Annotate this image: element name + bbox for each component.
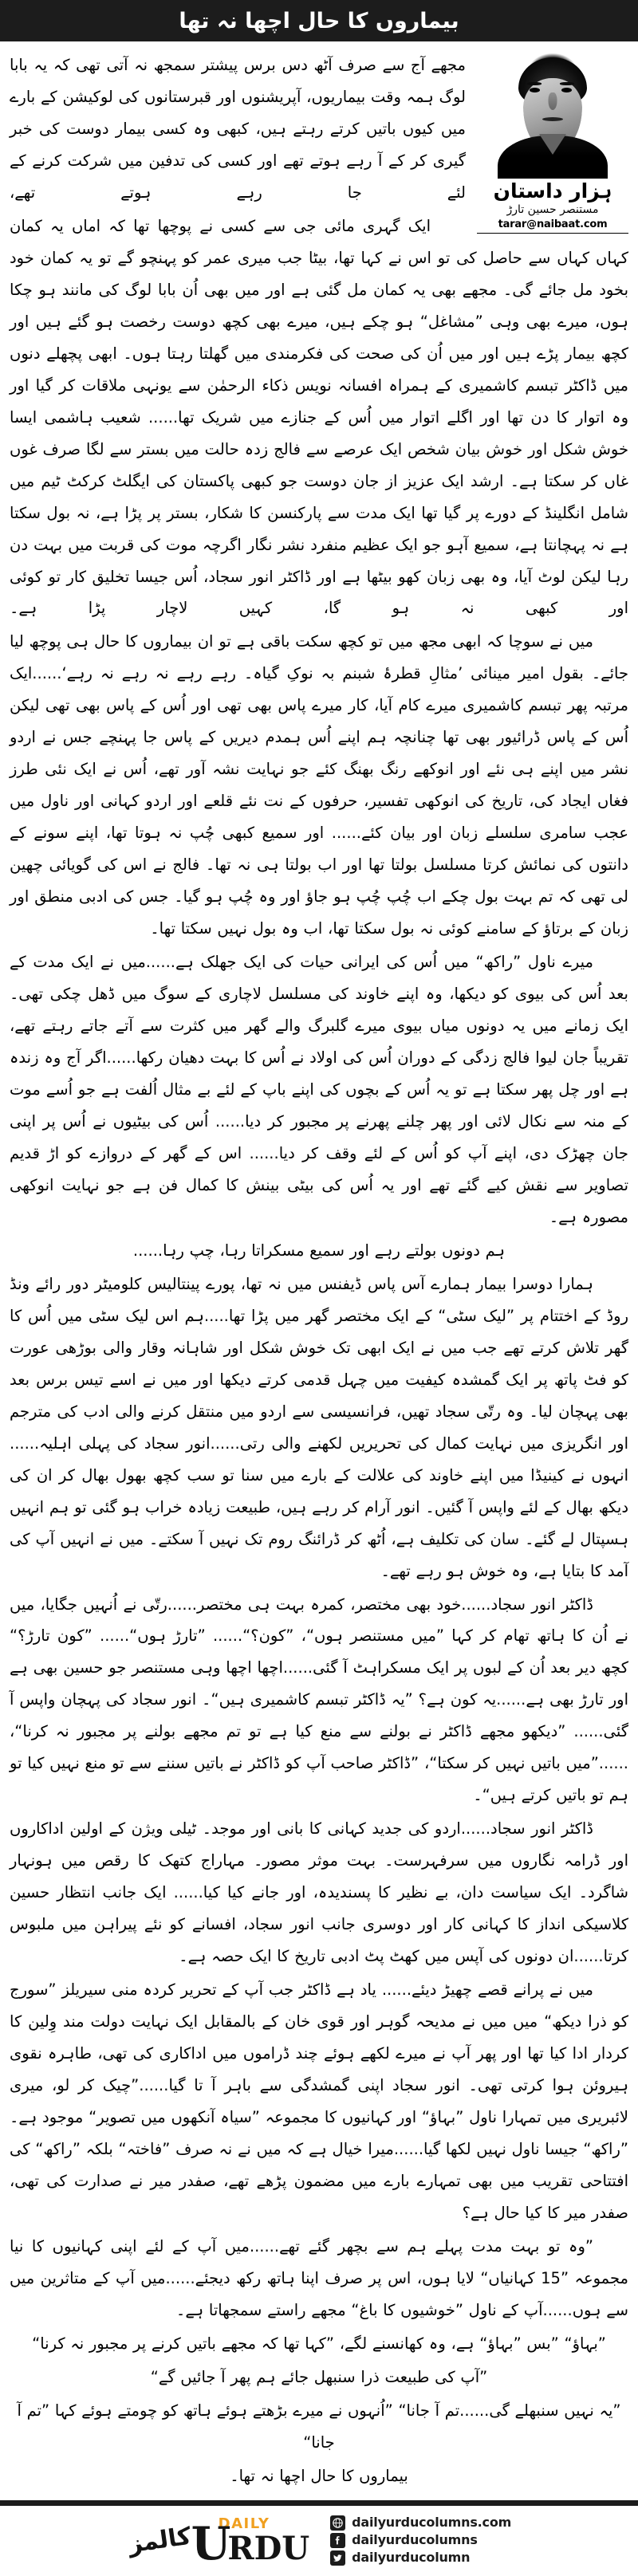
social-link-facebook[interactable] [330, 2533, 511, 2548]
logo-letters-rdu: RDU [227, 2530, 310, 2568]
portrait-mouth [542, 117, 563, 121]
author-portrait-photo [493, 51, 612, 179]
logo-wordmark [191, 2515, 310, 2571]
site-logo[interactable] [126, 2515, 310, 2571]
social-label-twitter: dailyurducolumn [352, 2550, 471, 2566]
portrait-brow-right [560, 82, 574, 85]
social-link-twitter[interactable] [330, 2550, 511, 2566]
globe-icon [330, 2515, 345, 2531]
logo-letter-u: U [191, 2517, 231, 2571]
article-paragraph: ”یہ نہیں سنبھلے گی......تم آ جانا“ ”اُنہوں نے میرے بڑھتے ہوئے ہاتھ کو چومتے ہوئے کہا ”تم آ جانا“ [17, 2401, 621, 2452]
portrait-brow-left [527, 82, 542, 85]
article-paragraph: ”وہ تو بہت مدت پہلے ہم سے بچھر گئے تھے......میں آپ کے لئے اپنی کہانیوں کا نیا مجموعہ ”15 کہانیاں“ لایا ہوں، اس پر صرف اپنا ہاتھ رکھ دیجئے......میں آپ کے متاثرین میں سے ہوں......آپ کے ناول ”خوشیوں کا باغ“ مجھے راستے سمجھاتا ہے۔ [10, 2236, 628, 2319]
article-paragraph: مجھے آج سے صرف آٹھ دس برس پیشتر سمجھ نہ آتی تھی کہ یہ بابا لوگ ہمہ وقت بیماریوں، آپریشنوں اور قبرستانوں کی لوکیشن کے بارے میں کیوں باتیں کرتے رہتے ہیں، کبھی وہ کسی بیمار دوست کی خبر گیری کر کے آ رہے ہوتے تھے اور کسی کی تدفین میں شرکت کرنے کے لئے جا رہے ہوتے تھے، [10, 56, 466, 202]
byline-block [477, 51, 628, 234]
social-link-website[interactable] [330, 2515, 511, 2531]
article-paragraph: میرے ناول ”راکھ“ میں اُس کی ایرانی حیات کی ایک جھلک ہے......میں نے ایک مدت کے بعد اُس کی بیوی کو دیکھا، وہ اپنے خاوند کی مسلسل لاچاری کے سوگ میں ڈھل چکی تھی۔ ایک زمانے میں یہ دونوں میاں بیوی میرے گلبرگ والے گھر میں کثرت سے آتے جاتے رہتے تھے، تقریباً جان لیوا فالج زدگی کے دوران اُس کی اولاد نے اُس کا بہت دھیان رکھا......اگر آج وہ زندہ ہے اور چل پھر سکتا ہے تو یہ اُس کے بچوں کی اپنے باپ کے لئے بے مثال اُلفت ہے جو اُسے موت کے منہ سے نکال لائی اور پھر چلنے پھرنے پر مجبور کر دیا...... اُس کی بیٹیوں نے اُس پر اپنی جان چھڑک دی، اپنے آپ کو اُس کے لئے وقف کر دیا...... اس کے گھر کے دروازے کو اڑ قدیم تصاویر سے نقش کیے گئے تھے اور یہ اُس کی بیٹی بینش کا کمال فن ہے جو نہایت انوکھی مصورہ ہے۔ [10, 953, 628, 1226]
footer [0, 2506, 638, 2576]
article-paragraph: ہمارا دوسرا بیمار ہمارے آس پاس ڈیفنس میں نہ تھا، پورے پینتالیس کلومیٹر دور رائے ونڈ روڈ کے اختتام پر ”لیک سٹی“ کے ایک مختصر گھر میں پڑا تھا.....ہم اس لیک سٹی میں اُس کا گھر تلاش کرتے تھے جب میں نے ایک ابھی تک خوش شکل اور شاہانہ وقار والی بوڑھی عورت کو فٹ پاتھ پر ایک گمشدہ کیفیت میں چہل قدمی کرتے دیکھا اور میں نے اسے تیس برس بعد بھی پہچان لیا۔ وہ رتّی سجاد تھیں، فرانسیسی سے اردو میں منتقل کرنے والی ادب کی مترجم اور انگریزی میں نہایت کمال کی تحریریں لکھنے والی رتی......انور سجاد کی پہلی اہلیہ...... انہوں نے کینیڈا میں اپنے خاوند کی علالت کے بارے میں سنا تو سب کچھ بھول بھال کر ان کی دیکھ بھال کے لئے واپس آ گئیں۔ انور آرام کر رہے ہیں، طبیعت زیادہ خراب ہو گئی تو ہم انہیں ہسپتال لے گئے۔ سان کی تکلیف ہے، اُٹھ کر ڈرائنگ روم تک نہیں آ سکتے۔ میں نے انہیں آپ کی آمد کا بتایا ہے، وہ خوش ہو رہے تھے۔ [10, 1274, 628, 1580]
footer-divider [0, 2500, 638, 2506]
article-paragraph: ”آپ کی طبیعت ذرا سنبھل جائے ہم پھر آ جائیں گے“ [150, 2367, 488, 2386]
author-email[interactable]: tarar@naibaat.com [498, 218, 608, 231]
portrait-nose [549, 92, 557, 110]
facebook-icon [330, 2533, 345, 2548]
article-paragraph: میں نے پرانے قصے چھیڑ دیئے...... یاد ہے ڈاکٹر جب آپ کے تحریر کردہ منی سیریلز ”سورج کو ذرا دیکھ“ میں میں نے مدیحہ گوہر اور قوی خان کے بالمقابل ایک نہایت دولت مند وِلین کا کردار ادا کیا تھا اور پھر آپ نے میرے لکھے ہوئے چند ڈراموں میں اداکاری کی تھی، طاہرہ نقوی ہیروئن ہوا کرتی تھی۔ انور سجاد اپنی گمشدگی سے باہر آ تا گیا......”چیک کر لو، میری لائبریری میں تمہارا ناول ”بہاؤ“ اور کہانیوں کا مجموعہ ”سیاہ آنکھوں میں تصویر“ موجود ہے۔ ”راکھ“ جیسا ناول نہیں لکھا گیا......میرا خیال ہے کہ میں نے نہ صرف ”فاختہ“ بلکہ ”راکھ“ کی افتتاحی تقریب میں بھی تمہارے بارے میں مضمون پڑھے تھے، صفدر میر نے صدارت کی تھی، صفدر میر کا کیا حال ہے؟ [10, 1980, 628, 2222]
portrait-eye-left [530, 88, 540, 92]
social-label-facebook: dailyurducolumns [352, 2532, 478, 2548]
article-paragraph: ڈاکٹر انور سجاد......اردو کی جدید کہانی کا بانی اور موجد۔ ٹیلی ویژن کے اولین اداکاروں اور ڈرامہ نگاروں میں سرفہرست۔ بہت موثر مصور۔ مہاراج کتھک کا رقص میں ہونہار شاگرد۔ ایک سیاست دان، بے نظیر کا پسندیدہ، اور جانے کیا کیا...... ایک جانب انتظار حسین کلاسیکی انداز کا کہانی کار اور دوسری جانب انور سجاد، افسانے کو نئے پیراہن میں ملبوس کرتا......ان دونوں کی آپس میں کھٹ پٹ ادبی تاریخ کا ایک حصہ ہے۔ [10, 1819, 628, 1966]
author-name: مستنصر حسین تارڑ [506, 203, 599, 216]
article-paragraph: میں نے سوچا کہ ابھی مجھ میں تو کچھ سکت باقی ہے تو ان بیماروں کا حال ہی پوچھ لیا جائے۔ بقول امیر مینائی ’مثالِ قطرۂ شبنم بہ نوکِ گیاہ۔ رہے رہے نہ رہے نہ رہے‘......ایک مرتبہ پھر تبسم کاشمیری میرے کام آیا، کار میرے پاس بھی تھی اور اُس کے پاس بھی تھی لیکن اُس کے پاس ڈرائیور بھی تھا چنانچہ ہم اپنے اُس ہمدم دیریں کے پاس جا پہنچے جس نے اردو نشر میں اپنے ہی نئے اور انوکھے رنگ بھنگ کئے جو نہایت نشہ آور تھے، اُس نے ایک نئی طرز فغاں ایجاد کی، تاریخ کی انوکھی تفسیر، حرفوں کے نت نئے قلعے اور اردو کہانی اور ناول میں عجب سامری سلسلے زبان اور بیان کئے...... اور سمیع کبھی چُپ نہ ہوتا تھا، اپنے سونے کے دانتوں کی نمائش کرتا مسلسل بولتا تھا اور اب بولتا ہی نہ تھا۔ فالج نے اس کی گویائی چھین لی تھی کہ تم بہت بول چکے اب چُپ چُپ ہو جاؤ اور وہ چُپ ہو گیا۔ جس کی ادبی منطق اور زبان کے برتاؤ کے سامنے کوئی نہ بول سکتا تھا، اب وہ بول نہیں سکتا تھا۔ [10, 632, 628, 938]
article-paragraph: ایک گہری مائی جی سے کسی نے پوچھا تھا کہ اماں یہ کمان کہاں کہاں سے حاصل کی تو اس نے کہا تھا، بیٹا جب میری عمر کو پہنچو گے تو یہ کمان خود بخود مل جائے گی۔ مجھے بھی یہ کمان مل گئی ہے اور میں بھی اُن بابا لوگ کی مانند ہو چکا ہوں، میرے بھی وہی ”مشاغل“ ہو چکے ہیں، میرے بھی کچھ دوست رخصت ہو گئے ہیں اور کچھ بیمار پڑے ہیں اور میں اُن کی صحت کی فکرمندی میں گھلتا رہتا ہوں۔ ابھی پچھلے دنوں میں ڈاکٹر تبسم کاشمیری کے ہمراہ افسانہ نویس ذکاء الرحمٰن سے یونہی ملاقات کر گیا اور وہ اتوار کا دن تھا اور اگلے اتوار میں اُس کے جنازے میں شریک تھا...... شعیب ہاشمی ایسا خوش شکل اور خوش بیان شخص ایک عرصے سے فالج زدہ حالت میں بستر سے لگا صرف غوں غاں کر سکتا ہے۔ ارشد ایک عزیز از جان دوست جو کبھی پاکستان کی ایگلٹ کرکٹ ٹیم میں شامل انگلینڈ کے دورے پر گیا تھا ایک مدت سے پارکنسن کا شکار، بستر پر پڑا ہے، نہ بول سکتا ہے نہ پہچانتا ہے، سمیع آہو جو ایک عظیم منفرد نشر نگار اگرچہ موت کی قربت میں بہت دن رہا لیکن لوٹ آیا، وہ بھی زبان کھو بیٹھا ہے اور ڈاکٹر انور سجاد، اُس جیسا تخلیق کار تو کوئی اور کبھی نہ ہو گا، کہیں لاچار پڑا ہے۔ [10, 216, 628, 618]
article-paragraph: ڈاکٹر انور سجاد......خود بھی مختصر، کمرہ بہت ہی مختصر......رتّی نے اُنہیں جگایا، میں نے اُن کا ہاتھ تھام کر کہا ”میں مستنصر ہوں“، ”کون؟“...... ”تارڑ ہوں“...... ”کون تارڑ؟“ کچھ دیر بعد اُن کے لبوں پر ایک مسکراہٹ آ گئی......اچھا اچھا وہی مستنصر جو حسین بھی ہے اور تارڑ بھی ہے......یہ کون ہے؟ ”یہ ڈاکٹر تبسم کاشمیری ہیں“۔ انور سجاد کی پہچان واپس آ گئی...... ”دیکھو مجھے ڈاکٹر نے بولنے سے منع کیا ہے تو تم مجھے بولنے پر مجبور نہ کرنا“، ......”میں باتیں نہیں کر سکتا“، ”ڈاکٹر صاحب آپ کو ڈاکٹر نے باتیں سننے سے تو منع نہیں کیا تو ہم تو باتیں کرتے ہیں“۔ [10, 1595, 628, 1805]
logo-kalmz-text: کالمز [126, 2522, 193, 2559]
byline-divider [477, 233, 628, 234]
social-links [330, 2515, 511, 2566]
social-label-website: dailyurducolumns.com [352, 2515, 512, 2531]
column-name: ہزار داستان [493, 179, 612, 203]
article-paragraph: ہم دونوں بولتے رہے اور سمیع مسکراتا رہا، چپ رہا...... [132, 1241, 506, 1260]
logo-daily-text: DAILY [218, 2515, 270, 2533]
article-container [0, 41, 638, 2497]
article-body [10, 49, 628, 2492]
article-paragraph: ”بہاؤ“ ”بس ”بہاؤ“ ہے، وہ کھانسنے لگے، ”کہا تھا کہ مجھے باتیں کرنے پر مجبور نہ کرنا“ [32, 2334, 606, 2353]
page-title: بیماروں کا حال اچھا نہ تھا [179, 8, 459, 33]
twitter-icon [330, 2550, 345, 2566]
article-closing-line: بیماروں کا حال اچھا نہ تھا۔ [230, 2466, 408, 2485]
title-bar [0, 0, 638, 41]
portrait-eye-right [561, 88, 572, 92]
